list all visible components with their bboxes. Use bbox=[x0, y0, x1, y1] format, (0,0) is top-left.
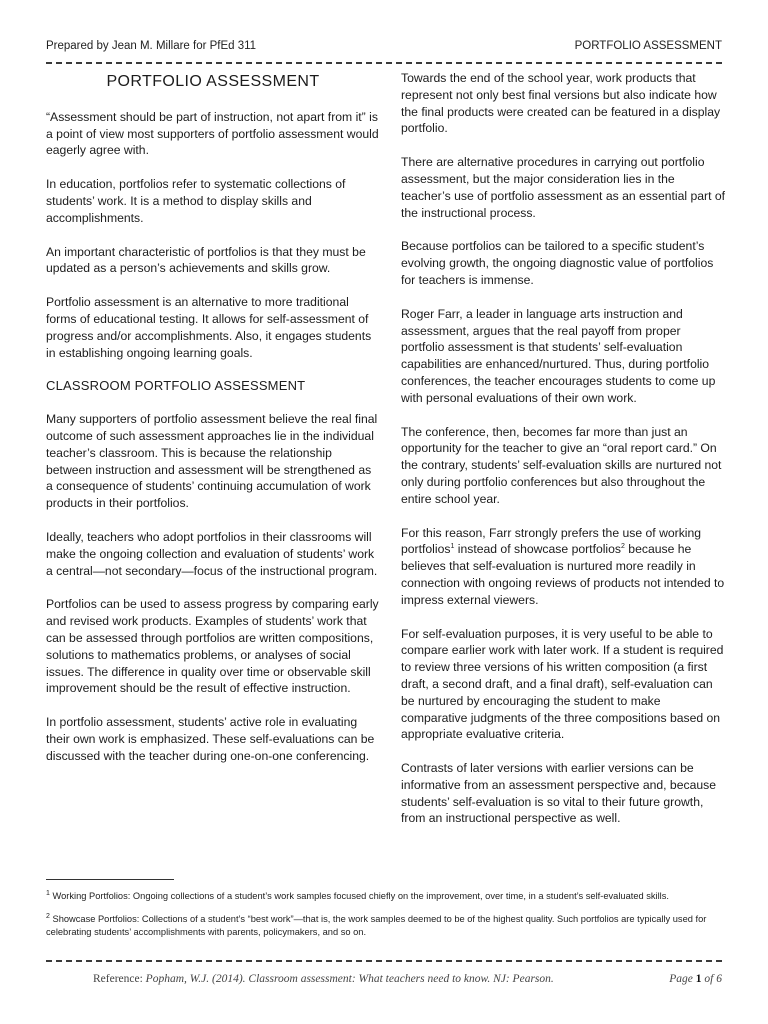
paragraph-text: because he believes that self-evaluation is nurtured more readily in connection with ongoing reviews of products not intended to impress external viewers. bbox=[401, 542, 725, 607]
paragraph: Portfolios can be used to assess progress by comparing early and revised work products. Examples of students’ work that can be assessed through portfolios are written compositions, solutions to mathematics problems, or analyses of social issues. The difference in quality over time or observable skill improvement should be the result of effective instruction. bbox=[46, 597, 379, 696]
current-page: 1 bbox=[695, 973, 702, 985]
paragraph: The conference, then, becomes far more than just an opportunity for the teacher to give an “oral report card.” On the contrary, students’ self-evaluation skills are nurtured not only during portfolio conferences but also throughout the entire school year. bbox=[401, 424, 722, 506]
section-heading: CLASSROOM PORTFOLIO ASSESSMENT bbox=[46, 378, 306, 394]
reference bbox=[93, 973, 554, 985]
page-suffix: of 6 bbox=[701, 973, 722, 985]
footnote-ref[interactable]: 2 bbox=[621, 543, 625, 551]
footnote-ref[interactable]: 1 bbox=[450, 543, 455, 551]
page-header bbox=[46, 40, 722, 56]
reference-citation: Popham, W.J. (2014). Classroom assessment: What teachers need to know. NJ: Pearson. bbox=[145, 973, 554, 985]
header-divider bbox=[46, 62, 722, 64]
paragraph: Because portfolios can be tailored to a specific student’s evolving growth, the ongoing diagnostic value of portfolios for teachers is immense. bbox=[401, 239, 714, 287]
page-number bbox=[669, 973, 722, 985]
footnotes bbox=[46, 890, 722, 949]
header-title: PORTFOLIO ASSESSMENT bbox=[574, 40, 722, 52]
paragraph: Portfolio assessment is an alternative to more traditional forms of educational testing. It allows for self-assessment of progress and/or accomplishments. Also, it engages students in establishing ongoing learning goals. bbox=[46, 295, 372, 360]
right-column bbox=[401, 70, 727, 844]
paragraph-text: For this reason, Farr strongly prefers the use of working portfolios bbox=[401, 525, 702, 557]
footnote-divider bbox=[46, 879, 174, 880]
paragraph: “Assessment should be part of instruction, not apart from it” is a point of view most supporters of portfolio assessment would eagerly agree with. bbox=[46, 109, 379, 158]
paragraph: There are alternative procedures in carrying out portfolio assessment, but the major consideration lies in the teacher’s use of portfolio assessment as an essential part of the instructional process. bbox=[401, 155, 726, 220]
footer-divider bbox=[46, 960, 722, 962]
paragraph-text: instead of showcase portfolios bbox=[454, 542, 622, 557]
footnote-number: 1 bbox=[46, 889, 50, 897]
footnote bbox=[46, 913, 722, 939]
reference-label: Reference: bbox=[93, 973, 146, 985]
footnote bbox=[46, 890, 722, 903]
paragraph: Contrasts of later versions with earlier versions can be informative from an assessment perspective and, because students’ self-evaluation is so vital to their future growth, from an instructional perspective as well. bbox=[401, 761, 717, 826]
paragraph: In portfolio assessment, students’ active role in evaluating their own work is emphasized. These self-evaluations can be discussed with the teacher during one-on-one conferencing. bbox=[46, 715, 375, 763]
left-column bbox=[46, 70, 380, 782]
paragraph bbox=[401, 525, 727, 609]
footnote-text: Working Portfolios: Ongoing collections of a student’s work samples focused chiefly on the improvement, over time, in a student’s self-evaluated skills. bbox=[49, 891, 669, 901]
paragraph: For self-evaluation purposes, it is very useful to be able to compare earlier work with later work. If a student is required to review three versions of his written composition (a first draft, a second draft, and a final draft), self-evaluation can be nurtured by encouraging the student to make comparative judgments of the three compositions based on appropriate evaluative criteria. bbox=[401, 626, 724, 742]
paragraph: An important characteristic of portfolios is that they must be updated as a person’s achievements and skills grow. bbox=[46, 244, 366, 276]
page-title: PORTFOLIO ASSESSMENT bbox=[106, 73, 320, 90]
paragraph: In education, portfolios refer to systematic collections of students’ work. It is a method to display skills and accomplishments. bbox=[46, 177, 346, 225]
header-author: Prepared by Jean M. Millare for PfEd 311 bbox=[46, 40, 257, 52]
paragraph: Towards the end of the school year, work products that represent not only best final versions but also indicate how the final products were created can be featured in a display portfolio. bbox=[401, 71, 721, 136]
paragraph: Many supporters of portfolio assessment believe the real final outcome of such assessment approaches lie in the individual teacher’s classroom. This is because the relationship between instruction and assessment will be strengthened as a consequence of students’ continuing accumulation of work products in their portfolios. bbox=[46, 412, 378, 511]
page-prefix: Page bbox=[669, 973, 696, 985]
paragraph: Roger Farr, a leader in language arts instruction and assessment, argues that the real payoff from proper portfolio assessment is that students’ self-evaluation capabilities are enhanced/nurtured. Thus, during portfolio conferences, the teacher encourages students to come up with personal evaluations of their own work. bbox=[401, 306, 716, 405]
paragraph: Ideally, teachers who adopt portfolios in their classrooms will make the ongoing collection and evaluation of students’ work a central—not secondary—focus of the instructional program. bbox=[46, 529, 378, 578]
footnote-number: 2 bbox=[46, 912, 50, 920]
footnote-text: Showcase Portfolios: Collections of a student’s “best work”—that is, the work samples deemed to be of the highest quality. Such portfolios are typically used for celebrating students’ accomplishments with parents, policymakers, and so on. bbox=[46, 914, 707, 937]
